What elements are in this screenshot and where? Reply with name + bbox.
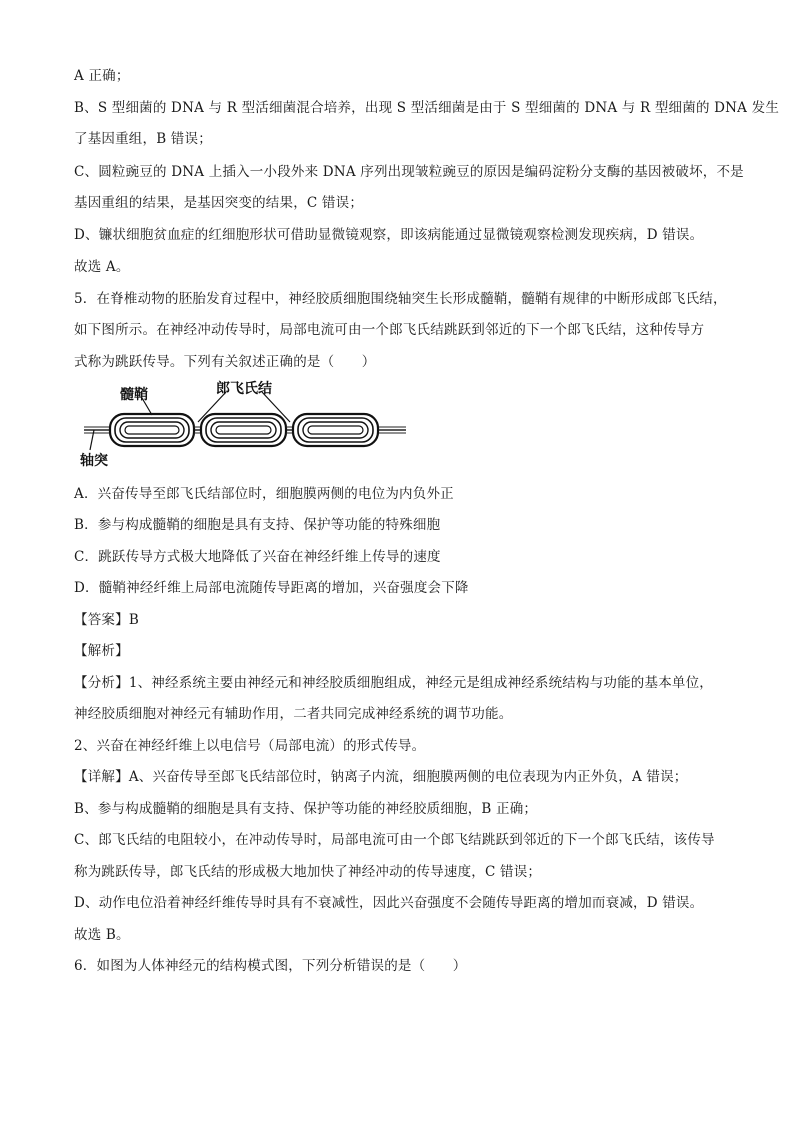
text-line: 基因重组的结果，是基因突变的结果，C 错误；: [74, 195, 364, 211]
analysis-tag: 【解析】: [74, 643, 129, 659]
analysis-line: 神经胶质细胞对神经元有辅助作用，二者共同完成神经系统的调节功能。: [74, 706, 513, 722]
text-line: 故选 A。: [74, 259, 130, 275]
text-line: 了基因重组，B 错误；: [74, 131, 212, 147]
myelin-segment: [110, 414, 194, 446]
detail-line: C、郎飞氏结的电阻较小，在冲动传导时，局部电流可由一个郎飞结跳跃到邻近的下一个郎飞氏结，该传导: [74, 832, 715, 848]
question-6-stem: 6．如图为人体神经元的结构模式图，下列分析错误的是（ ）: [74, 958, 467, 974]
option-a: A．兴奋传导至郎飞氏结部位时，细胞膜两侧的电位为内负外正: [74, 486, 454, 502]
xiangjie-tag: 【详解】: [74, 769, 129, 785]
option-d: D．髓鞘神经纤维上局部电流随传导距离的增加，兴奋强度会下降: [74, 580, 469, 596]
detail-line: [74, 767, 734, 787]
text-line: B、S 型细菌的 DNA 与 R 型活细菌混合培养，出现 S 型活细菌是由于 S 型细菌的 DNA 与 R 型细菌的 DNA 发生: [74, 100, 780, 116]
answer-value: B: [128, 612, 139, 628]
option-b: B．参与构成髓鞘的细胞是具有支持、保护等功能的特殊细胞: [74, 517, 441, 533]
detail-line: D、动作电位沿着神经纤维传导时具有不衰减性，因此兴奋强度不会随传导距离的增加而衰减，D 错误。: [74, 895, 704, 911]
xiangjie-text: A、兴奋传导至郎飞氏结部位时，钠离子内流，细胞膜两侧的电位表现为内正外负，A 错误；: [128, 769, 688, 785]
conclusion-line: 故选 B。: [74, 927, 130, 943]
detail-line: 称为跳跃传导，郎飞氏结的形成极大地加快了神经冲动的传导速度，C 错误；: [74, 864, 542, 880]
text-line: D、镰状细胞贫血症的红细胞形状可借助显微镜观察，即该病能通过显微镜观察检测发现疾病，D 错误。: [74, 227, 704, 243]
analysis-line: 2、兴奋在神经纤维上以电信号（局部电流）的形式传导。: [74, 738, 426, 754]
answer-line: [74, 610, 734, 630]
question-5-stem: 5．在脊椎动物的胚胎发育过程中，神经胶质细胞围绕轴突生长形成髓鞘，髓鞘有规律的中断形成郎飞氏结，: [74, 291, 727, 307]
question-5-stem: 式称为跳跃传导。下列有关叙述正确的是（ ）: [74, 354, 376, 370]
fenxi-tag: 【分析】: [74, 675, 129, 691]
myelin-segment: [293, 414, 378, 446]
option-c: C．跳跃传导方式极大地降低了兴奋在神经纤维上传导的速度: [74, 549, 441, 565]
fenxi-text: 1、神经系统主要由神经元和神经胶质细胞组成，神经元是组成神经系统结构与功能的基本单位，: [128, 675, 714, 691]
text-line: C、圆粒豌豆的 DNA 上插入一小段外来 DNA 序列出现皱粒豌豆的原因是编码淀粉分支酶的基因被破坏，不是: [74, 164, 744, 180]
myelin-segment: [201, 414, 286, 446]
label-myelin: 髓鞘: [120, 387, 148, 403]
text-line: A 正确；: [74, 68, 130, 84]
analysis-line: [74, 673, 734, 693]
label-axon: 轴突: [80, 453, 108, 469]
detail-line: B、参与构成髓鞘的细胞是具有支持、保护等功能的神经胶质细胞，B 正确；: [74, 801, 538, 817]
label-node-of-ranvier: 郎飞氏结: [216, 381, 272, 397]
answer-tag: 【答案】: [74, 612, 129, 628]
myelin-diagram: [80, 378, 410, 468]
question-5-stem: 如下图所示。在神经冲动传导时，局部电流可由一个郎飞氏结跳跃到邻近的下一个郎飞氏结，这种传导方: [74, 322, 705, 338]
